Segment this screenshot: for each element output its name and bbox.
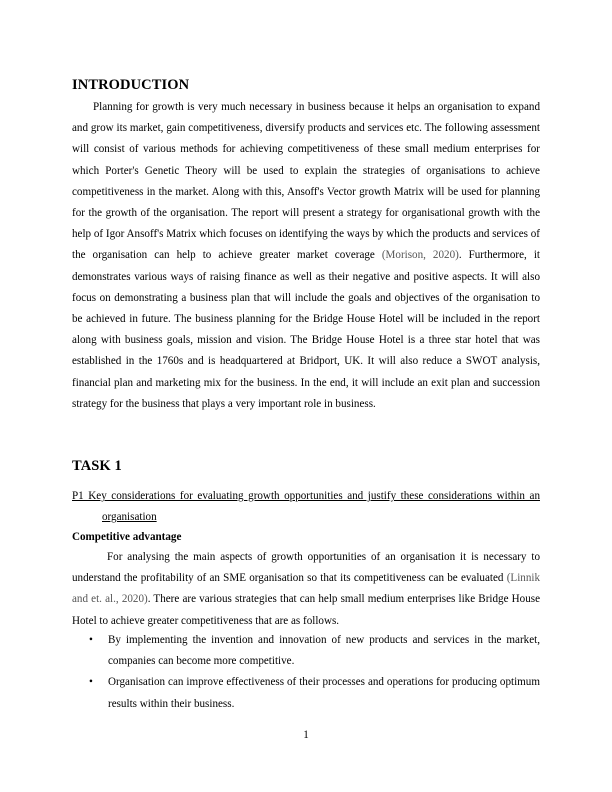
competitive-text-part2: . There are various strategies that can help small medium enterprises like Bridge House Hotel to achieve greater competitiveness that are as follows.	[72, 593, 540, 627]
bullet-text: Organisation can improve effectiveness of their processes and operations for producing optimum results within their business.	[108, 676, 540, 710]
list-item	[72, 630, 540, 672]
bullet-icon: •	[89, 634, 93, 646]
introduction-text-part1: Planning for growth is very much necessary in business because it helps an organisation to expand and grow its market, gain competitiveness, diversify products and services etc. The following assessment will consist of various methods for achieving competitiveness of these small medium enterprises for which Porter's Genetic Theory will be used to explain the strategies of organisations to achieve competitiveness in the market. Along with this, Ansoff's Vector growth Matrix will be used for planning for the growth of the organisation. The report will present a strategy for organisational growth with the help of Igor Ansoff's Matrix which focuses on identifying the ways by which the products and services of the organisation can help to achieve greater market coverage	[72, 101, 540, 262]
bullet-icon: •	[89, 676, 93, 689]
competitive-citation: (Linnik and et. al., 2020)	[72, 572, 540, 606]
task1-subheading: P1 Key considerations for evaluating growth opportunities and justify these considerations within an organisation	[72, 490, 540, 524]
bullet-text: By implementing the invention and innovation of new products and services in the market, companies can become more competitive.	[108, 634, 540, 668]
introduction-paragraph	[72, 97, 540, 415]
task1-heading: TASK 1	[72, 458, 122, 474]
strategy-bullet-list	[72, 630, 540, 715]
competitive-text-part1: For analysing the main aspects of growth opportunities of an organisation it is necessary to understand the profitability of an SME organisation so that its competitiveness can be evaluated	[72, 551, 540, 585]
introduction-citation: (Morison, 2020)	[381, 249, 459, 262]
competitive-advantage-paragraph	[72, 547, 540, 632]
page-number: 1	[303, 729, 309, 741]
list-item	[72, 672, 540, 714]
competitive-advantage-title: Competitive advantage	[72, 531, 182, 543]
introduction-text-part2: . Furthermore, it demonstrates various ways of raising finance as well as their negative and positive aspects. It will also focus on demonstrating a business plan that will include the goals and objectives of the organisation to be achieved in future. The business planning for the Bridge House Hotel will be included in the report along with business goals, mission and vision. The Bridge House Hotel is a three star hotel that was established in the 1760s and is headquartered at Bridport, UK. It will also reduce a SWOT analysis, financial plan and marketing mix for the business. In the end, it will include an exit plan and succession strategy for the business that plays a very important role in business.	[72, 249, 540, 410]
introduction-heading: INTRODUCTION	[72, 77, 190, 93]
